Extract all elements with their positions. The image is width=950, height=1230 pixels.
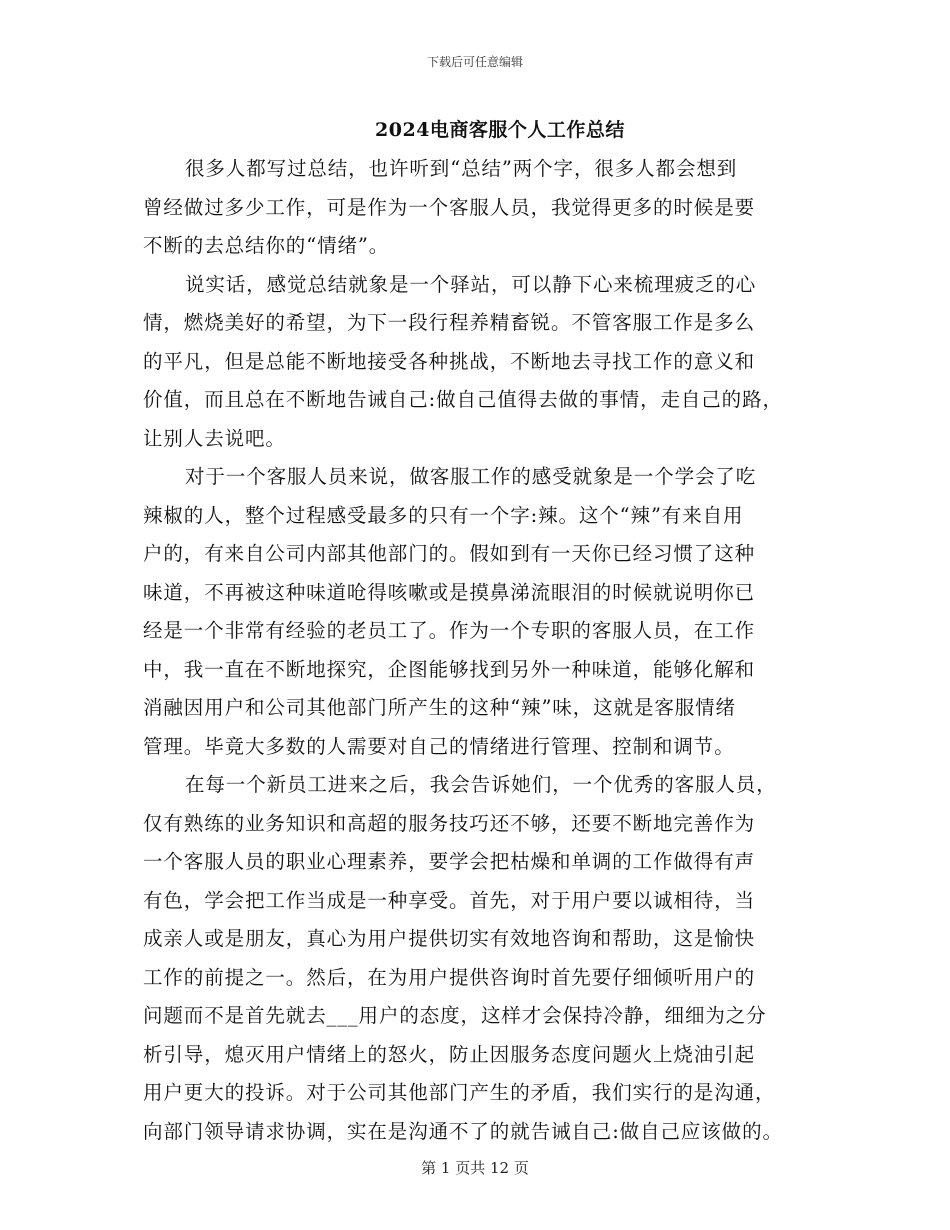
text-line: 问题而不是首先就去___用户的态度，这样才会保持冷静，细细为之分 <box>143 1004 767 1027</box>
text-line: 工作的前提之一。然后，在为用户提供咨询时首先要仔细倾听用户的 <box>143 965 756 989</box>
text-line: 中，我一直在不断地探究，企图能够找到另外一种味道，能够化解和 <box>143 657 756 681</box>
text-line: 价值，而且总在不断地告诫自己:做自己值得去做的事情，走自己的路， <box>143 388 783 411</box>
text-line: 不断的去总结你的“情绪”。 <box>143 234 390 257</box>
text-line: 在每一个新员工进来之后，我会告诉她们，一个优秀的客服人员， <box>185 773 777 796</box>
text-line: 曾经做过多少工作，可是作为一个客服人员，我觉得更多的时候是要 <box>143 195 756 219</box>
text-line: 成亲人或是朋友，真心为用户提供切实有效地咨询和帮助，这是愉快 <box>143 927 756 950</box>
text-line: 管理。毕竟大多数的人需要对自己的情绪进行管理、控制和调节。 <box>143 734 735 758</box>
text-line: 析引导，熄灭用户情绪上的怒火，防止因服务态度问题火上烧油引起 <box>143 1042 756 1066</box>
page-number-footer: 第 1 页共 12 页 <box>421 1159 529 1177</box>
text-line: 很多人都写过总结，也许听到“总结”两个字，很多人都会想到 <box>185 157 738 180</box>
text-line: 户的，有来自公司内部其他部门的。假如到有一天你已经习惯了这种 <box>143 542 756 565</box>
text-line: 让别人去说吧。 <box>143 426 286 450</box>
text-line: 有色，学会把工作当成是一种享受。首先，对于用户要以诚相待，当 <box>143 888 756 912</box>
text-line: 对于一个客服人员来说，做客服工作的感受就象是一个学会了吃 <box>185 465 757 488</box>
text-line: 味道，不再被这种味道呛得咳嗽或是摸鼻涕流眼泪的时候就说明你已 <box>143 580 756 604</box>
text-line: 说实话，感觉总结就象是一个驿站，可以静下心来梳理疲乏的心 <box>185 272 757 296</box>
text-line: 一个客服人员的职业心理素养，要学会把枯燥和单调的工作做得有声 <box>143 850 756 873</box>
text-line: 仅有熟练的业务知识和高超的服务技巧还不够，还要不断地完善作为 <box>143 811 756 835</box>
text-line: 经是一个非常有经验的老员工了。作为一个专职的客服人员，在工作 <box>143 619 756 642</box>
text-line: 消融因用户和公司其他部门所产生的这种“辣”味，这就是客服情绪 <box>143 696 736 719</box>
text-line: 的平凡，但是总能不断地接受各种挑战，不断地去寻找工作的意义和 <box>143 349 756 373</box>
text-line: 情，燃烧美好的希望，为下一段行程养精畜锐。不管客服工作是多么 <box>143 311 756 334</box>
text-line: 用户更大的投诉。对于公司其他部门产生的矛盾，我们实行的是沟通， <box>143 1081 776 1104</box>
document-title: 2024电商客服个人工作总结 <box>375 119 625 141</box>
text-line: 向部门领导请求协调，实在是沟通不了的就告诫自己:做自己应该做的。 <box>143 1119 783 1143</box>
header-note: 下载后可任意编辑 <box>426 55 523 69</box>
body-text <box>143 150 833 1151</box>
text-line: 辣椒的人，整个过程感受最多的只有一个字:辣。这个“辣”有来自用 <box>143 503 744 527</box>
